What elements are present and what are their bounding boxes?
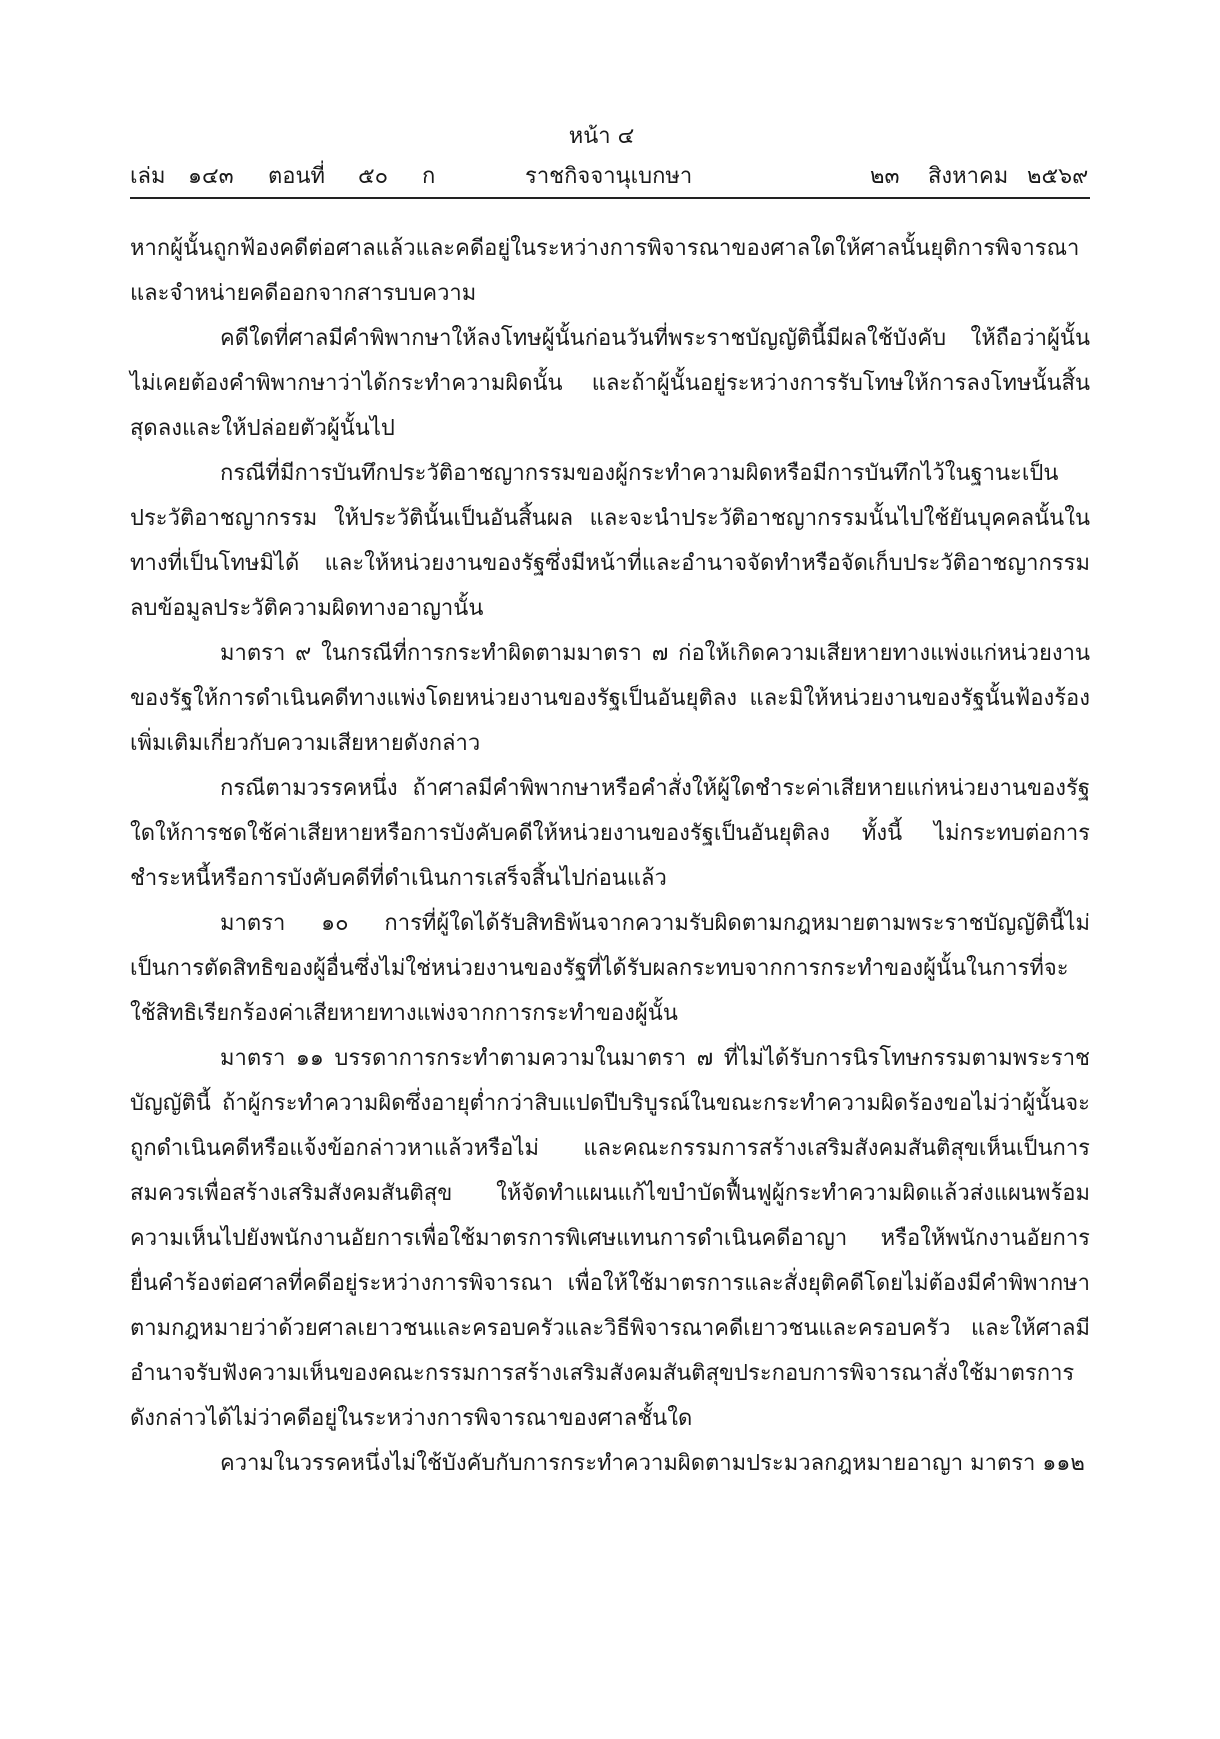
date-month: สิงหาคม bbox=[928, 164, 1009, 189]
section-9-paragraph: มาตรา ๙ ในกรณีที่การกระทำผิดตามมาตรา ๗ ก่อให้เกิดความเสียหายทางแพ่งแก่หน่วยงานของรัฐให้การดำเนินคดีทางแพ่งโดยหน่วยงานของรัฐเป็นอันยุติลง และมิให้หน่วยงานของรัฐนั้นฟ้องร้องเพิ่มเติมเกี่ยวกับความเสียหายดังกล่าว bbox=[130, 641, 1090, 756]
header-divider bbox=[130, 197, 1090, 199]
paragraph: หากผู้นั้นถูกฟ้องคดีต่อศาลแล้วและคดีอยู่ในระหว่างการพิจารณาของศาลใดให้ศาลนั้นยุติการพิจารณาและจำหน่ายคดีออกจากสารบบความ bbox=[130, 236, 1080, 306]
date-year: ๒๕๖๙ bbox=[1027, 164, 1089, 189]
gazette-header bbox=[130, 160, 1090, 194]
document-body bbox=[130, 226, 1090, 1486]
paragraph: คดีใดที่ศาลมีคำพิพากษาให้ลงโทษผู้นั้นก่อนวันที่พระราชบัญญัตินี้มีผลใช้บังคับ ให้ถือว่าผู้นั้นไม่เคยต้องคำพิพากษาว่าได้กระทำความผิดนั้น และถ้าผู้นั้นอยู่ระหว่างการรับโทษให้การลงโทษนั้นสิ้นสุดลงและให้ปล่อยตัวผู้นั้นไป bbox=[130, 326, 1090, 441]
paragraph: ความในวรรคหนึ่งไม่ใช้บังคับกับการกระทำความผิดตามประมวลกฎหมายอาญา มาตรา ๑๑๒ bbox=[220, 1451, 1085, 1476]
section-10-paragraph: มาตรา ๑๐ การที่ผู้ใดได้รับสิทธิพ้นจากความรับผิดตามกฎหมายตามพระราชบัญญัตินี้ไม่เป็นการตัดสิทธิของผู้อื่นซึ่งไม่ใช่หน่วยงานของรัฐที่ได้รับผลกระทบจากการกระทำของผู้นั้นในการที่จะใช้สิทธิเรียกร้องค่าเสียหายทางแพ่งจากการกระทำของผู้นั้น bbox=[130, 911, 1090, 1026]
volume-label: เล่ม bbox=[130, 164, 166, 189]
section-letter: ก bbox=[422, 164, 436, 189]
journal-title: ราชกิจจานุเบกษา bbox=[525, 164, 693, 189]
date-day: ๒๓ bbox=[870, 164, 900, 189]
issue-label: ตอนที่ bbox=[268, 164, 326, 189]
issue-number: ๕๐ bbox=[358, 164, 389, 189]
paragraph: กรณีตามวรรคหนึ่ง ถ้าศาลมีคำพิพากษาหรือคำสั่งให้ผู้ใดชำระค่าเสียหายแก่หน่วยงานของรัฐใดให้การชดใช้ค่าเสียหายหรือการบังคับคดีให้หน่วยงานของรัฐเป็นอันยุติลง ทั้งนี้ ไม่กระทบต่อการชำระหนี้หรือการบังคับคดีที่ดำเนินการเสร็จสิ้นไปก่อนแล้ว bbox=[130, 776, 1090, 891]
paragraph: กรณีที่มีการบันทึกประวัติอาชญากรรมของผู้กระทำความผิดหรือมีการบันทึกไว้ในฐานะเป็นประวัติอาชญากรรม ให้ประวัตินั้นเป็นอันสิ้นผล และจะนำประวัติอาชญากรรมนั้นไปใช้ยันบุคคลนั้นในทางที่เป็นโทษมิได้ และให้หน่วยงานของรัฐซึ่งมีหน้าที่และอำนาจจัดทำหรือจัดเก็บประวัติอาชญากรรมลบข้อมูลประวัติความผิดทางอาญานั้น bbox=[130, 461, 1090, 621]
page-number: หน้า ๔ bbox=[568, 124, 635, 149]
volume-number: ๑๔๓ bbox=[188, 164, 234, 189]
section-11-paragraph: มาตรา ๑๑ บรรดาการกระทำตามความในมาตรา ๗ ที่ไม่ได้รับการนิรโทษกรรมตามพระราชบัญญัตินี้ ถ้าผู้กระทำความผิดซึ่งอายุต่ำกว่าสิบแปดปีบริบูรณ์ในขณะกระทำความผิดร้องขอไม่ว่าผู้นั้นจะถูกดำเนินคดีหรือแจ้งข้อกล่าวหาแล้วหรือไม่ และคณะกรรมการสร้างเสริมสังคมสันติสุขเห็นเป็นการสมควรเพื่อสร้างเสริมสังคมสันติสุข ให้จัดทำแผนแก้ไขบำบัดฟื้นฟูผู้กระทำความผิดแล้วส่งแผนพร้อมความเห็นไปยังพนักงานอัยการเพื่อใช้มาตรการพิเศษแทนการดำเนินคดีอาญา หรือให้พนักงานอัยการยื่นคำร้องต่อศาลที่คดีอยู่ระหว่างการพิจารณา เพื่อให้ใช้มาตรการและสั่งยุติคดีโดยไม่ต้องมีคำพิพากษาตามกฎหมายว่าด้วยศาลเยาวชนและครอบครัวและวิธีพิจารณาคดีเยาวชนและครอบครัว และให้ศาลมีอำนาจรับฟังความเห็นของคณะกรรมการสร้างเสริมสังคมสันติสุขประกอบการพิจารณาสั่งใช้มาตรการดังกล่าวได้ไม่ว่าคดีอยู่ในระหว่างการพิจารณาของศาลชั้นใด bbox=[130, 1046, 1090, 1431]
